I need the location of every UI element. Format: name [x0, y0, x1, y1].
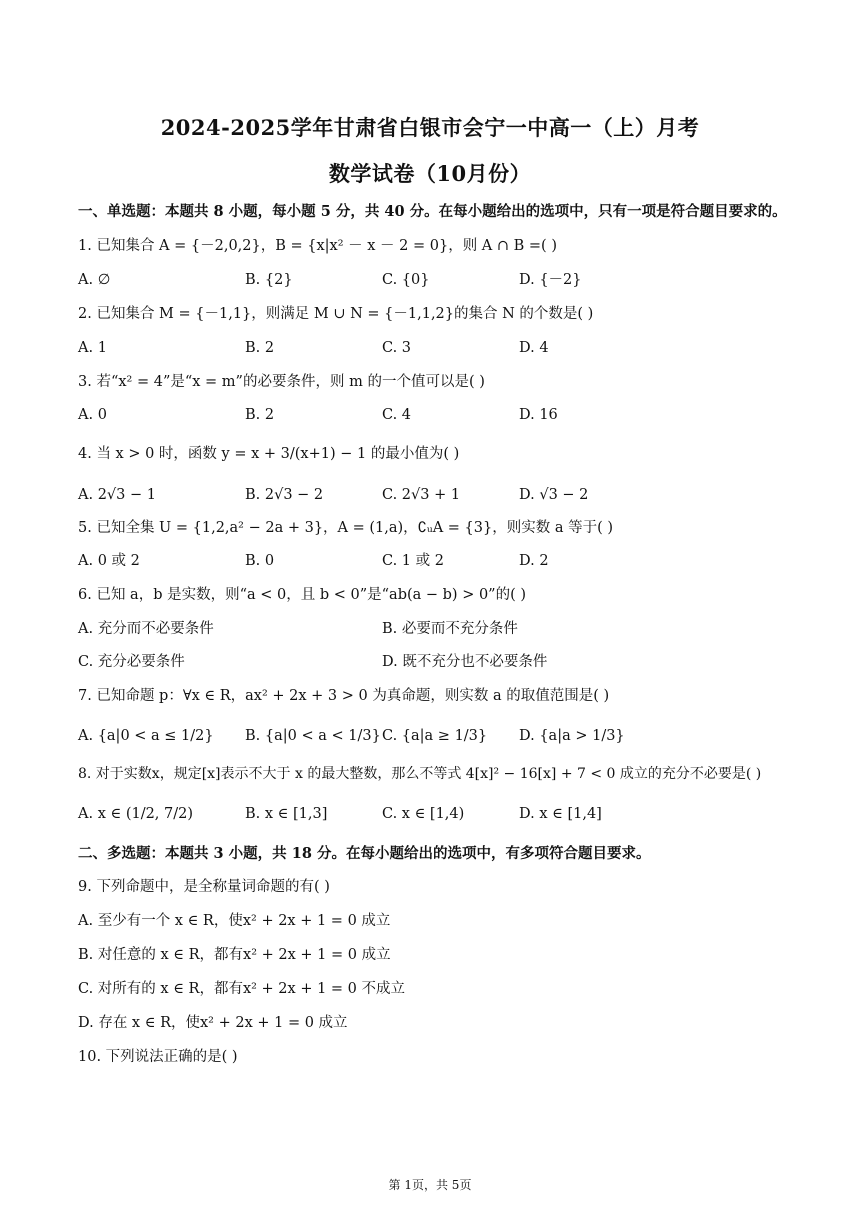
q6-option-d: D. 既不充分也不必要条件	[382, 654, 548, 670]
q4-option-b: B. 2√3 − 2	[245, 487, 324, 503]
q7-option-b: B. {a|0 < a < 1/3}	[245, 728, 381, 744]
q7-option-c: C. {a|a ≥ 1/3}	[382, 728, 488, 744]
q6-option-c: C. 充分必要条件	[78, 654, 185, 670]
q3-option-c: C. 4	[382, 407, 412, 423]
question-10-stem: 10. 下列说法正确的是( )	[78, 1049, 238, 1065]
exam-subtitle: 数学试卷（10月份）	[328, 161, 532, 186]
q7-option-d: D. {a|a > 1/3}	[519, 728, 625, 744]
q2-option-d: D. 4	[519, 340, 549, 356]
page-footer: 第 1页，共 5页	[388, 1178, 472, 1192]
question-9-stem: 9. 下列命题中，是全称量词命题的有( )	[78, 879, 330, 895]
q4-option-d: D. √3 − 2	[519, 487, 589, 503]
question-4-stem: 4. 当 x > 0 时，函数 y = x + 3/(x+1) − 1 的最小值为( )	[78, 446, 460, 462]
q2-option-a: A. 1	[78, 340, 107, 356]
q8-option-c: C. x ∈ [1,4)	[382, 806, 465, 822]
q6-option-a: A. 充分而不必要条件	[78, 621, 214, 637]
q3-option-b: B. 2	[245, 407, 275, 423]
section-2-heading: 二、多选题：本题共 3 小题，共 18 分。在每小题给出的选项中，有多项符合题目要求。	[78, 845, 651, 862]
q2-option-c: C. 3	[382, 340, 412, 356]
question-1-stem: 1. 已知集合 A = {－2,0,2}，B = {x|x² － x － 2 = 0}，则 A ∩ B =( )	[78, 238, 557, 254]
q2-option-b: B. 2	[245, 340, 275, 356]
q1-option-c: C. {0}	[382, 272, 430, 288]
question-5-stem: 5. 已知全集 U = {1,2,a² − 2a + 3}，A = (1,a)，∁ᵤA = {3}，则实数 a 等于( )	[78, 520, 613, 536]
q5-option-a: A. 0 或 2	[78, 553, 140, 569]
q1-option-b: B. {2}	[245, 272, 293, 288]
q4-option-a: A. 2√3 − 1	[78, 487, 156, 503]
q1-option-d: D. {－2}	[519, 272, 582, 288]
q3-option-a: A. 0	[78, 407, 107, 423]
q1-option-a: A. ∅	[78, 272, 111, 288]
exam-title: 2024-2025学年甘肃省白银市会宁一中高一（上）月考	[160, 115, 700, 140]
question-7-stem: 7. 已知命题 p：∀x ∈ R，ax² + 2x + 3 > 0 为真命题，则实数 a 的取值范围是( )	[78, 688, 610, 704]
q9-option-a: A. 至少有一个 x ∈ R，使x² + 2x + 1 = 0 成立	[78, 913, 391, 929]
question-3-stem: 3. 若“x² = 4”是“x = m”的必要条件，则 m 的一个值可以是( )	[78, 374, 485, 390]
q3-option-d: D. 16	[519, 407, 558, 423]
q6-option-b: B. 必要而不充分条件	[382, 621, 518, 637]
question-8-stem: 8. 对于实数x，规定[x]表示不大于 x 的最大整数，那么不等式 4[x]² − 16[x] + 7 < 0 成立的充分不必要是( )	[78, 766, 762, 782]
q5-option-c: C. 1 或 2	[382, 553, 444, 569]
question-2-stem: 2. 已知集合 M = {－1,1}，则满足 M ∪ N = {－1,1,2}的集合 N 的个数是( )	[78, 306, 594, 322]
q9-option-c: C. 对所有的 x ∈ R，都有x² + 2x + 1 = 0 不成立	[78, 981, 406, 997]
q8-option-b: B. x ∈ [1,3]	[245, 806, 328, 822]
q8-option-d: D. x ∈ [1,4]	[519, 806, 602, 822]
q8-option-a: A. x ∈ (1/2, 7/2)	[78, 806, 194, 822]
section-1-heading: 一、单选题：本题共 8 小题，每小题 5 分，共 40 分。在每小题给出的选项中，只有一项是符合题目要求的。	[78, 203, 787, 220]
q7-option-a: A. {a|0 < a ≤ 1/2}	[78, 728, 214, 744]
q5-option-b: B. 0	[245, 553, 275, 569]
q5-option-d: D. 2	[519, 553, 549, 569]
q9-option-b: B. 对任意的 x ∈ R，都有x² + 2x + 1 = 0 成立	[78, 947, 391, 963]
question-6-stem: 6. 已知 a，b 是实数，则“a < 0，且 b < 0”是“ab(a − b) > 0”的( )	[78, 587, 527, 603]
q9-option-d: D. 存在 x ∈ R，使x² + 2x + 1 = 0 成立	[78, 1015, 348, 1031]
q4-option-c: C. 2√3 + 1	[382, 487, 461, 503]
